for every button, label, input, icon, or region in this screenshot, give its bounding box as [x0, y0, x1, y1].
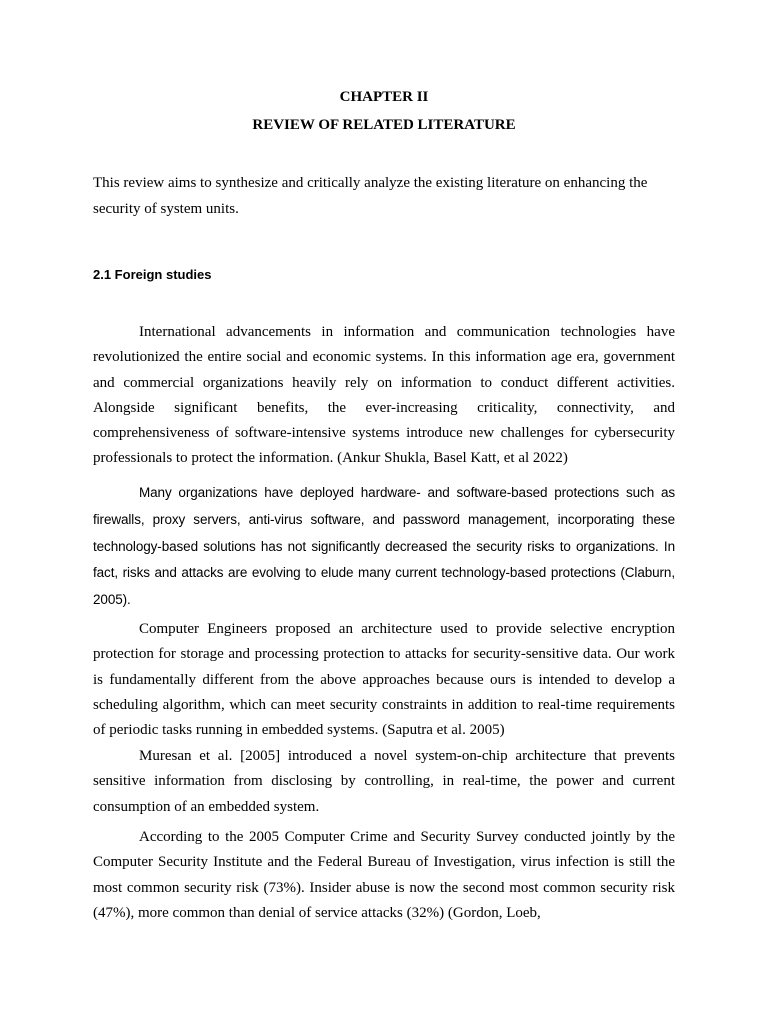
- intro-paragraph: This review aims to synthesize and critically analyze the existing literature on enhancing the security of system units.: [93, 175, 648, 217]
- paragraph-crime-survey: According to the 2005 Computer Crime and Security Survey conducted jointly by the Computer Security Institute and the Federal Bureau of Investigation, virus infection is still the most common security risk (73%). Insider abuse is now the second most common security risk (47%), more common than denial of service attacks (32%) (Gordon, Loeb,: [93, 829, 675, 921]
- paragraph-computer-engineers: Computer Engineers proposed an architecture used to provide selective encryption protection for storage and processing protection to attacks for security-sensitive data. Our work is fundamentally different from the above approaches because ours is intended to develop a scheduling algorithm, which can meet security constraints in addition to real-time requirements of periodic tasks running in embedded systems. (Saputra et al. 2005): [93, 621, 675, 739]
- paragraph-muresan: Muresan et al. [2005] introduced a novel system-on-chip architecture that prevents sensitive information from disclosing by controlling, in real-time, the power and current consumption of an embedded system.: [93, 748, 675, 815]
- paragraph-international-advancements: International advancements in information and communication technologies have revolutionized the entire social and economic systems. In this information age era, government and commercial organizations heavily rely on information to conduct different activities. Alongside significant benefits, the ever-increasing criticality, connectivity, and comprehensiveness of software-intensive systems introduce new challenges for cybersecurity professionals to protect the information. (Ankur Shukla, Basel Katt, et al 2022): [93, 324, 675, 467]
- paragraph-organizations-protections: Many organizations have deployed hardware- and software-based protections such as firewalls, proxy servers, anti-virus software, and password management, incorporating these technology-based solutions has not significantly decreased the security risks to organizations. In fact, risks and attacks are evolving to elude many current technology-based protections (Claburn, 2005).: [93, 485, 675, 608]
- section-heading: 2.1 Foreign studies: [93, 267, 212, 282]
- chapter-title: REVIEW OF RELATED LITERATURE: [252, 117, 516, 133]
- chapter-number: CHAPTER II: [339, 89, 429, 105]
